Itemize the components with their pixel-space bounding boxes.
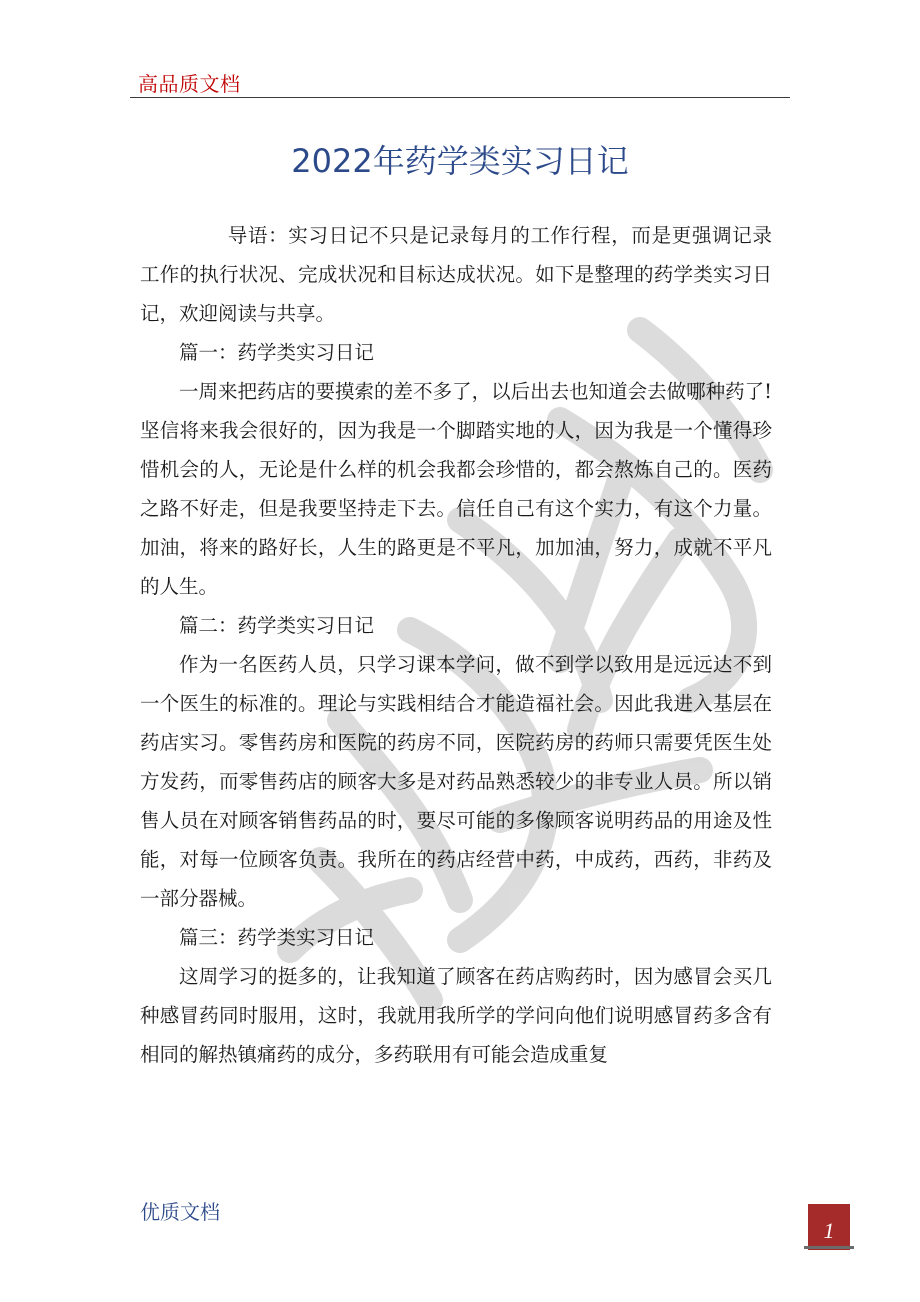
section-heading-1: 篇一：药学类实习日记 [179,341,375,364]
section-heading-3: 篇三：药学类实习日记 [179,926,375,949]
section-paragraph-2: 作为一名医药人员，只学习课本学问，做不到学以致用是远远达不到一个医生的标准的。理论与实践相结合才能造福社会。因此我进入基层在药店实习。零售药房和医院的药房不同，医院药房的药师只需要凭医生处方发药，而零售药店的顾客大多是对药品熟悉较少的非专业人员。所以销售人员在对顾客销售药品的时，要尽可能的多像顾客说明药品的用途及性能，对每一位顾客负责。我所在的药店经营中药，中成药，西药，非药及一部分器械。 [140,653,772,910]
document-body [140,216,772,1074]
intro-paragraph: 导语：实习日记不只是记录每月的工作行程，而是更强调记录工作的执行状况、完成状况和目标达成状况。如下是整理的药学类实习日记，欢迎阅读与共享。 [140,224,772,325]
page-badge-underline [804,1246,854,1249]
document-title: 2022年药学类实习日记 [291,142,629,180]
footer-brand: 优质文档 [140,1200,220,1224]
header-brand: 高品质文档 [138,72,241,96]
header-divider [130,97,790,98]
section-heading-2: 篇二：药学类实习日记 [179,614,375,637]
page-number: 1 [823,1218,835,1243]
section-paragraph-1: 一周来把药店的要摸索的差不多了，以后出去也知道会去做哪种药了!坚信将来我会很好的，因为我是一个脚踏实地的人，因为我是一个懂得珍惜机会的人，无论是什么样的机会我都会珍惜的，都会熬炼自己的。医药之路不好走，但是我要坚持走下去。信任自己有这个实力，有这个力量。加油，将来的路好长，人生的路更是不平凡，加加油，努力，成就不平凡的人生。 [140,380,772,598]
section-paragraph-3: 这周学习的挺多的，让我知道了顾客在药店购药时，因为感冒会买几种感冒药同时服用，这时，我就用我所学的学问向他们说明感冒药多含有相同的解热镇痛药的成分，多药联用有可能会造成重复 [140,965,772,1066]
